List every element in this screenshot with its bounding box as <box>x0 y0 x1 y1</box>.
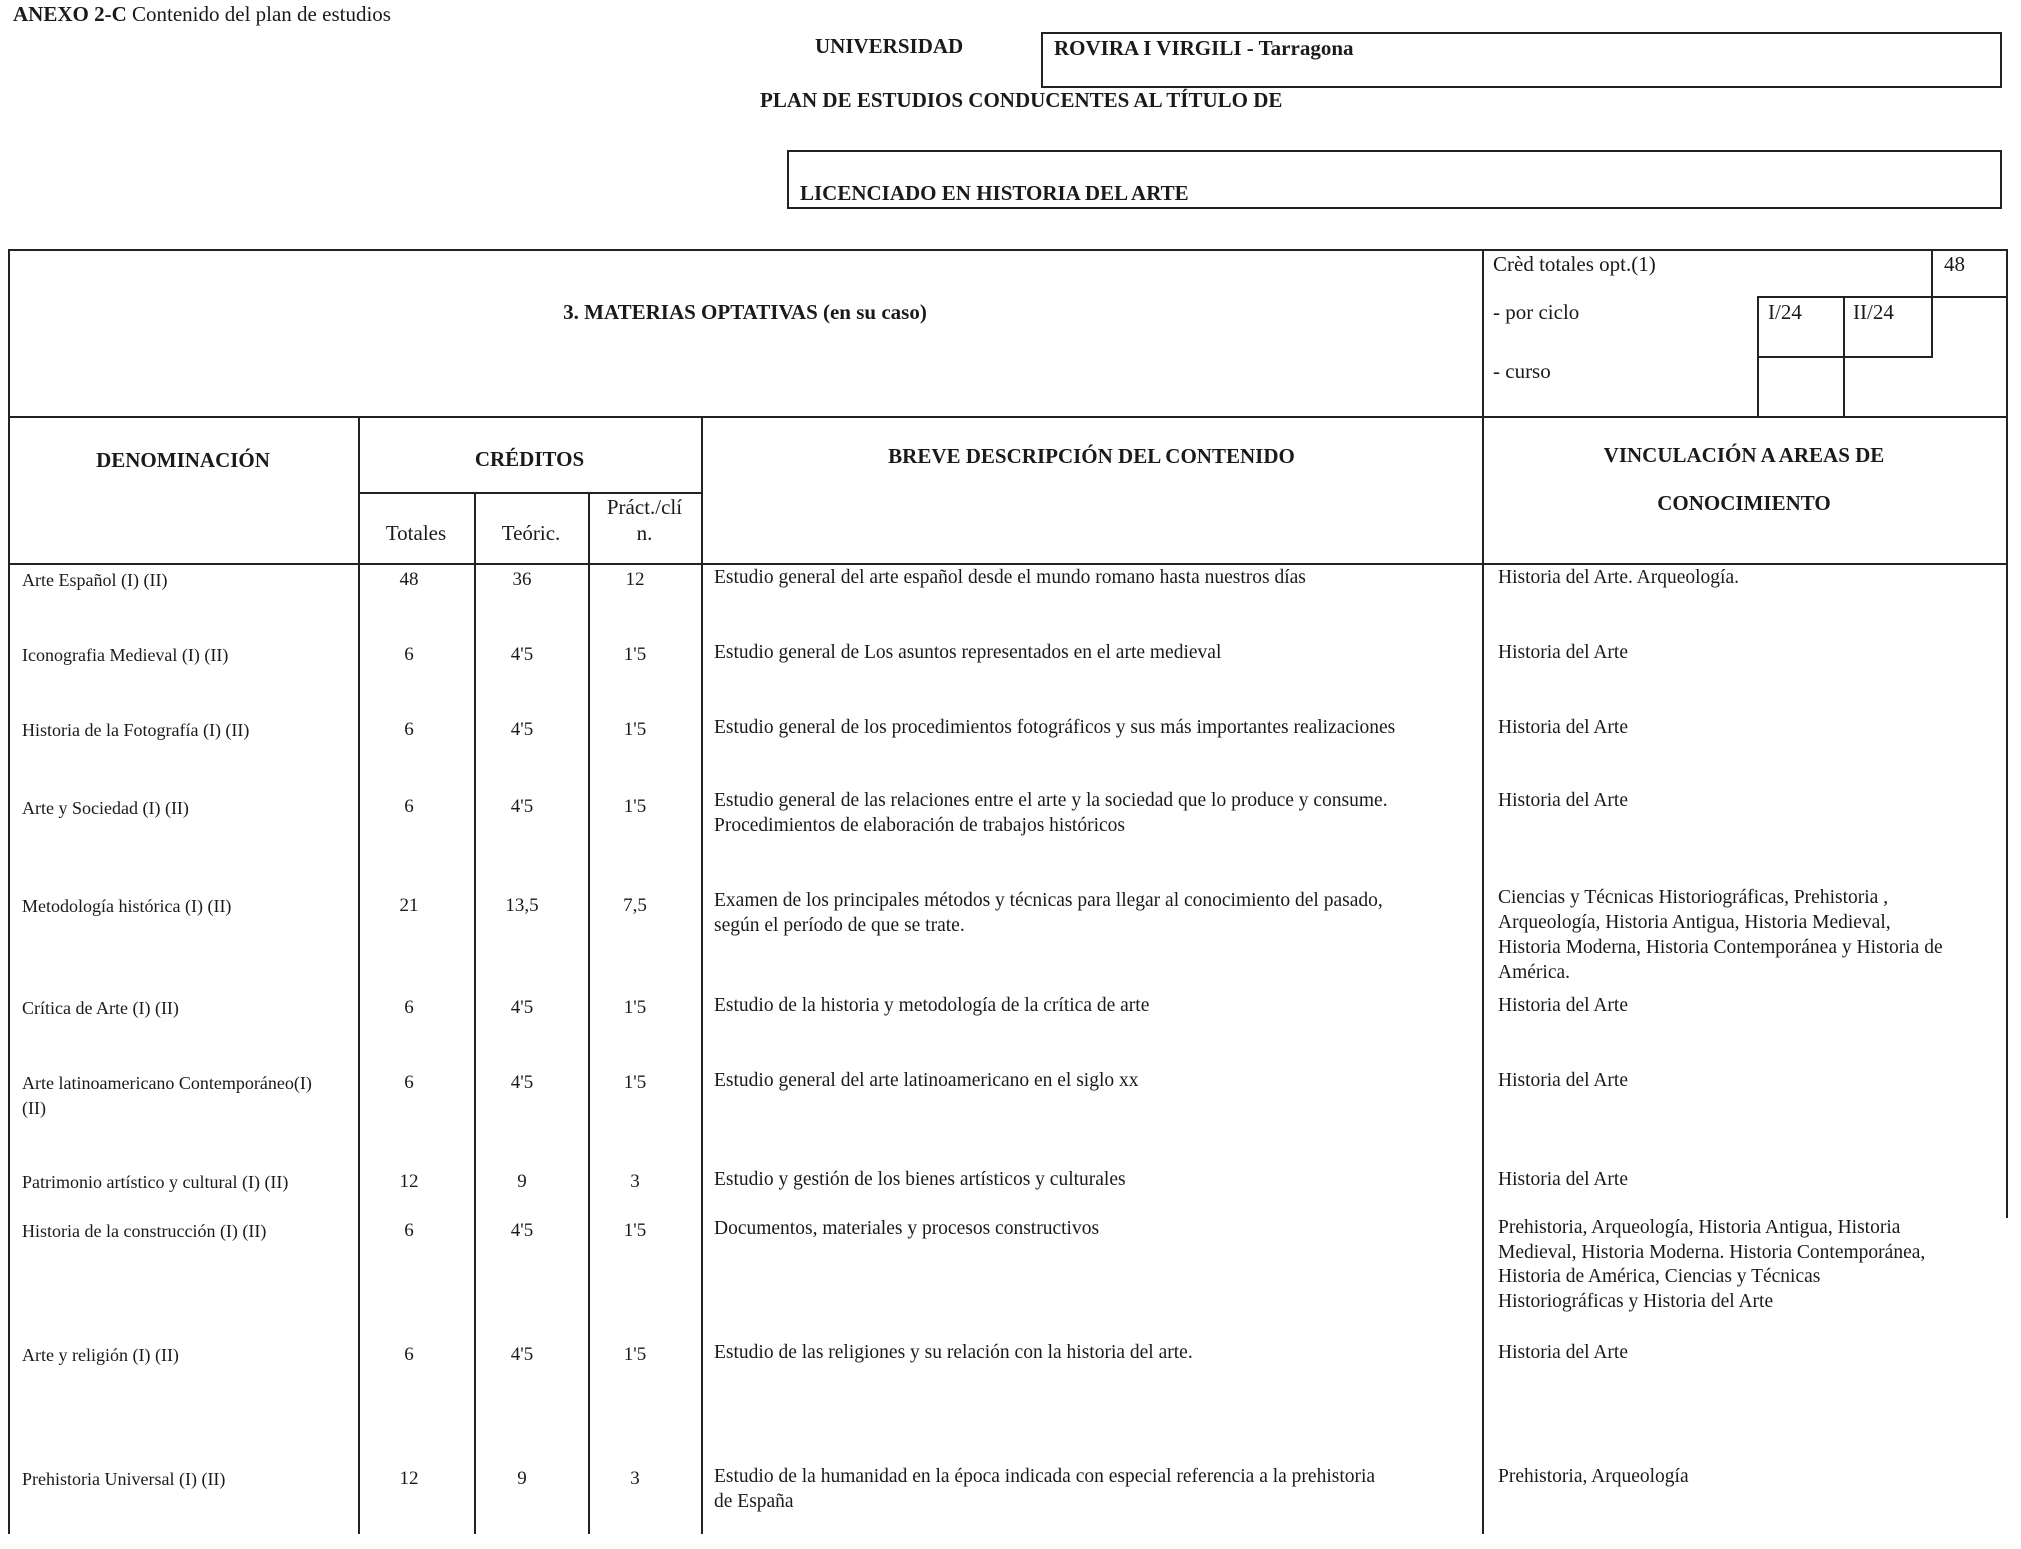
description-line: Estudio de las religiones y su relación con la historia del arte. <box>714 1342 1193 1363</box>
credits-total: 12 <box>399 1468 419 1489</box>
column-divider-totals <box>474 492 476 1534</box>
subject-name <box>22 718 249 743</box>
column-header-areas: VINCULACIÓN A AREAS DE <box>1603 443 1885 467</box>
subject-name <box>22 568 167 593</box>
subject-description <box>714 888 1383 938</box>
areas-line: Historia del Arte <box>1498 1169 1628 1190</box>
subject-description <box>714 1167 1126 1192</box>
subject-description <box>714 993 1149 1018</box>
section-title: 3. MATERIAS OPTATIVAS (en su caso) <box>563 300 927 324</box>
subject-name-line: Patrimonio artístico y cultural (I) (II) <box>22 1172 289 1192</box>
subject-name-line: Metodología histórica (I) (II) <box>22 896 232 916</box>
description-line: según el período de que se trate. <box>714 915 965 936</box>
subject-name <box>22 1343 179 1368</box>
knowledge-areas <box>1498 1464 1689 1489</box>
university-label: UNIVERSIDAD <box>815 34 964 58</box>
subject-name <box>22 996 179 1021</box>
credits-theory: 4'5 <box>510 1072 534 1093</box>
column-divider-description <box>1482 249 1484 1534</box>
credits-theory: 4'5 <box>510 997 534 1018</box>
table-row <box>0 887 2021 983</box>
credits-theory: 4'5 <box>510 796 534 817</box>
subject-description <box>714 565 1306 590</box>
areas-line: Historia del Arte <box>1498 995 1628 1016</box>
table-top-border <box>8 249 2008 251</box>
degree-title: LICENCIADO EN HISTORIA DEL ARTE <box>800 181 1189 205</box>
credits-total: 6 <box>404 796 414 817</box>
university-name: ROVIRA I VIRGILI - Tarragona <box>1054 36 1354 60</box>
annex-heading <box>13 2 391 27</box>
cycle-label: - por ciclo <box>1493 300 1580 324</box>
credits-practice: 3 <box>630 1468 640 1489</box>
table-row <box>0 1068 2021 1118</box>
credits-practice: 1'5 <box>623 997 647 1018</box>
areas-line: Medieval, Historia Moderna. Historia Contemporánea, <box>1498 1241 1926 1263</box>
subject-name <box>22 1219 266 1244</box>
total-box-divider <box>1931 249 1933 296</box>
areas-line: Historia del Arte <box>1498 717 1628 738</box>
credits-total: 6 <box>404 1220 414 1241</box>
cycle-box-top <box>1757 296 2008 298</box>
subject-name-line: Arte y Sociedad (I) (II) <box>22 798 189 818</box>
areas-line: Arqueología, Historia Antigua, Historia Medieval, <box>1498 912 1891 933</box>
knowledge-areas <box>1498 1068 1628 1093</box>
subject-name-line: Iconografia Medieval (I) (II) <box>22 645 229 665</box>
description-line: Estudio general de Los asuntos representados en el arte medieval <box>714 642 1222 663</box>
areas-line: América. <box>1498 962 1571 983</box>
total-credits-value: 48 <box>1944 252 1965 276</box>
university-name-box <box>1041 32 2002 88</box>
description-line: Estudio de la humanidad en la época indicada con especial referencia a la prehistoria <box>714 1466 1376 1487</box>
areas-line: Prehistoria, Arqueología, Historia Antigua, Historia <box>1498 1217 1901 1238</box>
degree-box <box>787 150 2002 209</box>
credits-total: 6 <box>404 644 414 665</box>
description-line: Estudio y gestión de los bienes artísticos y culturales <box>714 1169 1126 1190</box>
subject-name <box>22 1170 288 1195</box>
table-row <box>0 640 2021 665</box>
areas-line: Historia del Arte. Arqueología. <box>1498 567 1739 588</box>
subject-name-line: Historia de la construcción (I) (II) <box>22 1221 267 1241</box>
column-header-credits: CRÉDITOS <box>474 447 585 471</box>
credits-practice: 1'5 <box>623 644 647 665</box>
areas-line: Historia del Arte <box>1498 1342 1628 1363</box>
credits-theory: 36 <box>512 569 532 590</box>
credits-total: 6 <box>404 719 414 740</box>
annex-label: ANEXO 2-C <box>13 2 127 26</box>
credits-theory: 4'5 <box>510 1220 534 1241</box>
subject-name <box>22 1071 312 1121</box>
credits-total: 6 <box>404 997 414 1018</box>
subject-name <box>22 796 189 821</box>
table-row <box>0 1464 2021 1512</box>
subject-description <box>714 1068 1139 1093</box>
description-line: Estudio general del arte latinoamericano en el siglo xx <box>714 1070 1139 1091</box>
subject-name <box>22 1467 225 1492</box>
annex-title: Contenido del plan de estudios <box>132 2 391 26</box>
subject-description <box>714 1464 1375 1514</box>
table-right-border <box>2006 249 2008 1218</box>
description-line: Estudio general de las relaciones entre el arte y la sociedad que lo produce y consume. <box>714 790 1388 811</box>
knowledge-areas <box>1498 565 1739 590</box>
subject-name-line: Arte Español (I) (II) <box>22 570 168 590</box>
column-header-description: BREVE DESCRIPCIÓN DEL CONTENIDO <box>888 444 1295 468</box>
column-header-theory: Teóric. <box>501 521 561 545</box>
areas-line: Historia de América, Ciencias y Técnicas <box>1498 1266 1821 1287</box>
description-line: Procedimientos de elaboración de trabajos históricos <box>714 815 1126 836</box>
areas-line: Prehistoria, Arqueología <box>1498 1466 1689 1487</box>
column-header-name: DENOMINACIÓN <box>96 448 270 472</box>
column-divider-credits <box>701 416 703 1534</box>
subject-name <box>22 894 231 919</box>
subject-name <box>22 643 228 668</box>
knowledge-areas <box>1498 715 1628 740</box>
description-line: Estudio de la historia y metodología de la crítica de arte <box>714 995 1150 1016</box>
course-label: - curso <box>1493 359 1551 383</box>
subject-name-line: Arte latinoamericano Contemporáneo(I) <box>22 1073 312 1093</box>
table-row <box>0 1340 2021 1365</box>
description-line: Estudio general del arte español desde el mundo romano hasta nuestros días <box>714 567 1306 588</box>
subject-name-line: Arte y religión (I) (II) <box>22 1345 179 1365</box>
knowledge-areas <box>1498 640 1628 665</box>
description-line: Examen de los principales métodos y técnicas para llegar al conocimiento del pasado, <box>714 890 1383 911</box>
subject-description <box>714 788 1388 838</box>
areas-line: Historia del Arte <box>1498 790 1628 811</box>
table-row <box>0 993 2021 1018</box>
cycle-value-second: II/24 <box>1853 300 1894 324</box>
column-header-totals: Totales <box>385 521 447 545</box>
knowledge-areas <box>1498 885 1943 985</box>
credits-subheader-line <box>358 492 703 494</box>
credits-practice: 7,5 <box>623 895 647 916</box>
subject-name-line: Historia de la Fotografía (I) (II) <box>22 720 250 740</box>
knowledge-areas <box>1498 1167 1628 1192</box>
credits-theory: 4'5 <box>510 1344 534 1365</box>
areas-line: Historia del Arte <box>1498 642 1628 663</box>
section-bottom-border <box>8 416 2008 418</box>
subject-description <box>714 1340 1193 1365</box>
column-divider-name <box>358 416 360 1534</box>
credits-practice: 3 <box>630 1171 640 1192</box>
credits-practice: 1'5 <box>623 1072 647 1093</box>
subject-description <box>714 1216 1099 1241</box>
description-line: de España <box>714 1491 794 1512</box>
credits-practice: 12 <box>625 569 645 590</box>
course-box-top <box>1757 356 1933 358</box>
knowledge-areas <box>1498 1340 1628 1365</box>
credits-theory: 9 <box>517 1171 527 1192</box>
table-row <box>0 565 2021 590</box>
subject-description <box>714 640 1221 665</box>
credits-practice: 1'5 <box>623 719 647 740</box>
column-header-practice: Práct./clí <box>606 495 683 519</box>
cycle-value-first: I/24 <box>1768 300 1802 324</box>
credits-practice: 1'5 <box>623 1344 647 1365</box>
table-left-border <box>8 249 10 1534</box>
knowledge-areas <box>1498 788 1628 813</box>
description-line: Estudio general de los procedimientos fotográficos y sus más importantes realizaciones <box>714 717 1396 738</box>
areas-line: Historia del Arte <box>1498 1070 1628 1091</box>
plan-label: PLAN DE ESTUDIOS CONDUCENTES AL TÍTULO DE <box>760 88 1283 112</box>
credits-total: 6 <box>404 1072 414 1093</box>
column-header-areas-cont: CONOCIMIENTO <box>1657 491 1831 515</box>
table-row <box>0 1167 2021 1192</box>
total-credits-label: Crèd totales opt.(1) <box>1493 252 1656 276</box>
areas-line: Ciencias y Técnicas Historiográficas, Prehistoria , <box>1498 887 1889 908</box>
credits-theory: 4'5 <box>510 644 534 665</box>
table-row <box>0 715 2021 740</box>
subject-description <box>714 715 1395 740</box>
subject-name-line: Prehistoria Universal (I) (II) <box>22 1469 226 1489</box>
knowledge-areas <box>1498 993 1628 1018</box>
description-line: Documentos, materiales y procesos constructivos <box>714 1218 1100 1239</box>
subject-name-line: (II) <box>22 1098 46 1118</box>
credits-total: 21 <box>399 895 419 916</box>
credits-practice: 1'5 <box>623 796 647 817</box>
credits-total: 48 <box>399 569 419 590</box>
knowledge-areas <box>1498 1216 1925 1314</box>
credits-total: 6 <box>404 1344 414 1365</box>
credits-theory: 9 <box>517 1468 527 1489</box>
credits-total: 12 <box>399 1171 419 1192</box>
cycle-box-right <box>1931 296 1933 356</box>
credits-practice: 1'5 <box>623 1220 647 1241</box>
credits-theory: 4'5 <box>510 719 534 740</box>
column-header-practice-cont: n. <box>636 521 653 545</box>
credits-theory: 13,5 <box>505 895 539 916</box>
subject-name-line: Crítica de Arte (I) (II) <box>22 998 179 1018</box>
table-row <box>0 1216 2021 1312</box>
areas-line: Historiográficas y Historia del Arte <box>1498 1290 1774 1312</box>
table-row <box>0 788 2021 836</box>
areas-line: Historia Moderna, Historia Contemporánea y Historia de <box>1498 937 1943 958</box>
